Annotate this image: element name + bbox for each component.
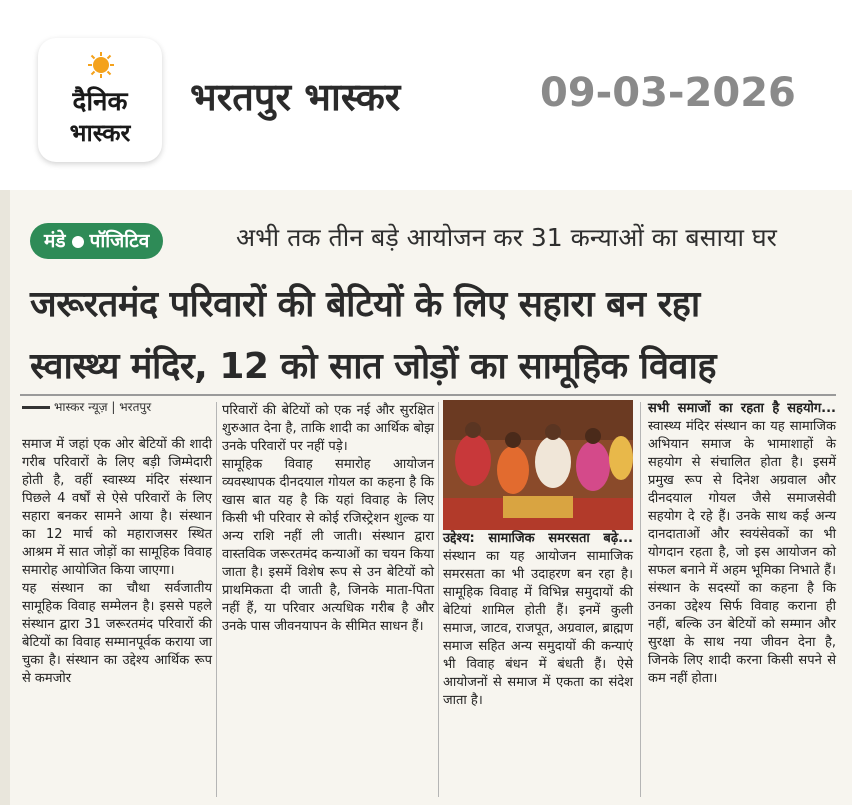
edition-title: भरतपुर भास्कर bbox=[190, 75, 401, 119]
col1-paragraph-1: समाज में जहां एक ओर बेटियों की शादी गरीब परिवारों के लिए बड़ी जिम्मेदारी होती है, वहीं स्वास्थ्य मंदिर संस्थान पिछले 4 वर्षों से ऐसे परिवारों के लिए सहारा बनकर सामने आया है। संस्थान का 12 मार्च को महाराजसर स्थित आश्रम में सात जोड़ों का सामूहिक विवाह समारोह आयोजित किया जाएगा। bbox=[22, 437, 212, 578]
col1-paragraph-2: यह संस्थान का चौथा सर्वजातीय सामूहिक विवाह सम्मेलन है। इससे पहले संस्थान द्वारा 31 जरूरतमंद परिवारों की बेटियों का विवाह सम्मानपूर्वक कराया जा चुका है। संस्थान का उद्देश्य आर्थिक रूप से कमजोर bbox=[22, 581, 212, 686]
byline bbox=[22, 398, 212, 415]
headline-rule bbox=[20, 394, 836, 396]
kicker-subheading: अभी तक तीन बड़े आयोजन कर 31 कन्याओं का बसाया घर bbox=[236, 223, 777, 252]
logo-line-2: भास्कर bbox=[69, 119, 131, 147]
app-header bbox=[0, 0, 852, 190]
col2-paragraph-2: सामूहिक विवाह समारोह आयोजन व्यवस्थापक दीनदयाल गोयल का कहना है कि खास बात यह है कि यहां विवाह के लिए किसी भी परिवार से कोई रजिस्ट्रेशन शुल्क या अन्य राशि नहीं ली जाती। संस्थान द्वारा वास्तविक जरूरतमंद कन्याओं का चयन किया जाता है। इसमें विशेष रूप से उन बेटियों को प्राथमिकता दी जाती है, जिनके माता-पिता नहीं हैं, या परिवार अत्यधिक गरीब है और उनके पास जीवनयापन के सीमित साधन हैं। bbox=[222, 457, 434, 634]
headline-line-2: स्वास्थ्य मंदिर, 12 को सात जोड़ों का सामूहिक विवाह bbox=[30, 346, 716, 387]
kicker-separator bbox=[72, 236, 84, 248]
kicker-left: मंडे bbox=[44, 230, 66, 252]
article-column-1 bbox=[22, 436, 212, 688]
sun-icon bbox=[88, 52, 114, 78]
byline-bar bbox=[22, 406, 50, 409]
col4-text: स्वास्थ्य मंदिर संस्थान का यह सामाजिक अभियान समाज के भामाशाहों के सहयोग से संचालित होता है। इसमें प्रमुख रूप से दिनेश अग्रवाल और दीनदयाल गोयल जैसे समाजसेवी सहयोग दे रहे हैं। उनके साथ कई अन्य दानदाताओं और स्वयंसेवकों का भी योगदान रहता है, जो इस आयोजन को सफल बनाने में अहम भूमिका निभाते हैं। संस्थान के सदस्यों का कहना है कि उनका उद्देश्य सिर्फ विवाह कराना ही नहीं, बल्कि उन बेटियों को सम्मान और सुरक्षा के साथ नया जीवन देना है, जिनके लिए शादी करना किसी सपने से कम नहीं होता। bbox=[648, 419, 836, 686]
article-column-3 bbox=[443, 530, 633, 710]
logo-line-1: दैनिक bbox=[72, 87, 128, 117]
kicker-badge bbox=[30, 223, 163, 259]
dainik-bhaskar-logo[interactable] bbox=[38, 38, 162, 162]
col3-paragraph-1 bbox=[443, 530, 633, 710]
edition-date: 09-03-2026 bbox=[540, 70, 796, 116]
article-column-4 bbox=[648, 400, 836, 688]
col2-paragraph-1: परिवारों की बेटियों को एक नई और सुरक्षित शुरुआत देना है, ताकि शादी का आर्थिक बोझ उनके परिवारों पर नहीं पड़े। bbox=[222, 403, 434, 454]
clipping-edge bbox=[0, 190, 10, 805]
column-divider bbox=[438, 402, 439, 797]
col4-subhead-2: सहयोग... bbox=[787, 401, 836, 416]
col4-subhead-1: सभी समाजों का रहता है bbox=[648, 401, 780, 416]
col3-text: संस्थान का यह आयोजन सामाजिक समरसता का भी उदाहरण बन रहा है। सामूहिक विवाह में विभिन्न समुदायों की बेटियां शामिल होती हैं। इनमें कुली समाज, जाटव, राजपूत, अग्रवाल, ब्राह्मण समाज सहित अन्य समुदायों की कन्याएं भी विवाह बंधन में बंधती हैं। ऐसे आयोजनों से समाज में एकता का संदेश जाता है। bbox=[443, 549, 633, 708]
newspaper-clipping[interactable] bbox=[0, 190, 852, 805]
column-divider bbox=[640, 402, 641, 797]
article-column-2 bbox=[222, 402, 434, 636]
kicker-right: पॉजिटिव bbox=[89, 230, 150, 252]
byline-text: भास्कर न्यूज़ | भरतपुर bbox=[54, 400, 152, 414]
wedding-ceremony-photo[interactable] bbox=[443, 400, 633, 530]
col3-subhead: उद्देश्य: सामाजिक समरसता बढ़े... bbox=[443, 531, 633, 546]
headline-line-1: जरूरतमंद परिवारों की बेटियों के लिए सहारा बन रहा bbox=[30, 284, 700, 325]
column-divider bbox=[216, 402, 217, 797]
col4-paragraph-1 bbox=[648, 400, 836, 688]
